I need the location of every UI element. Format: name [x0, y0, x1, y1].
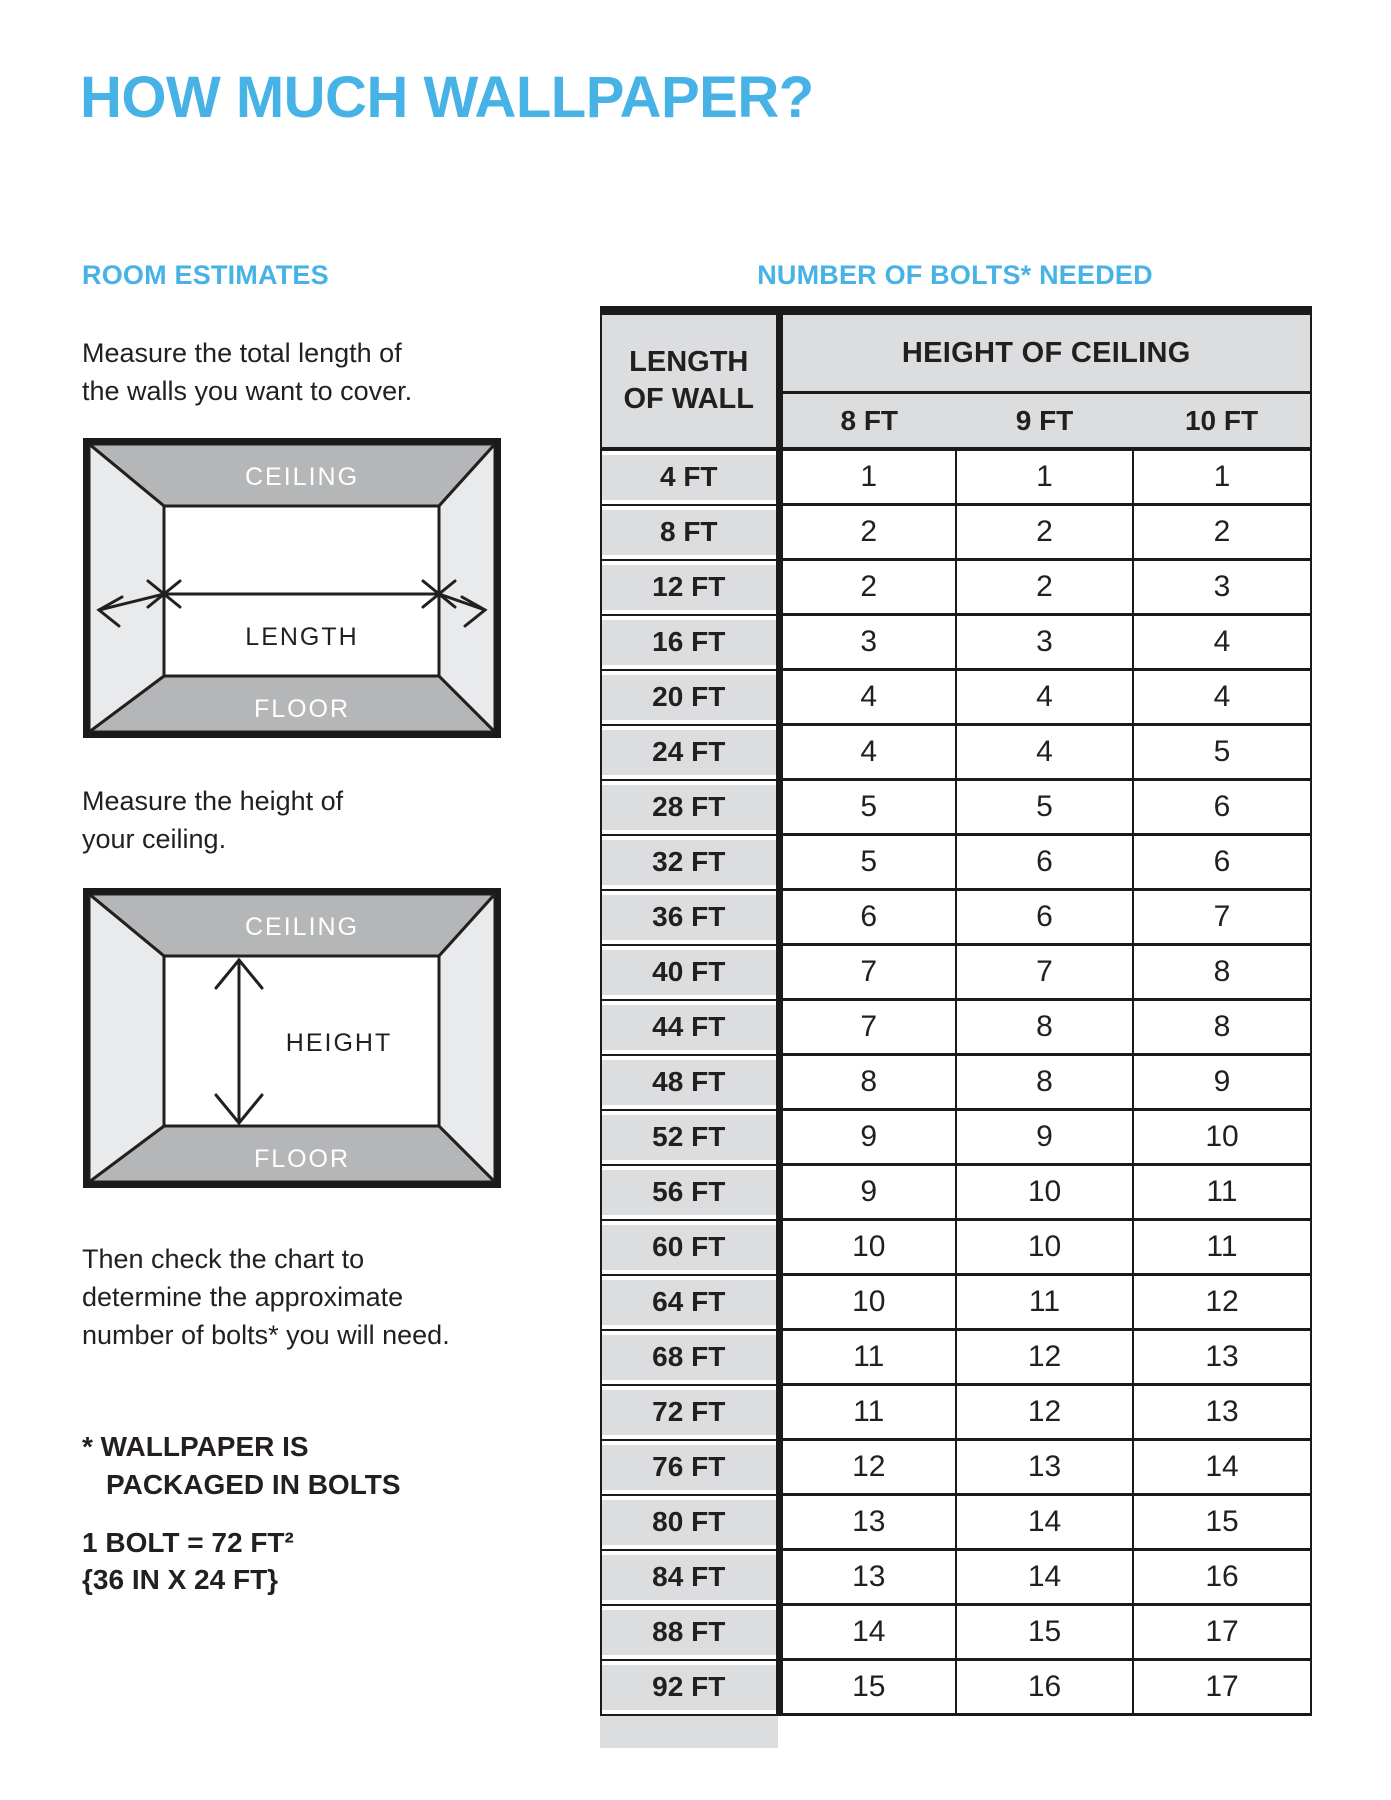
bolt-count-cell: 5	[956, 780, 1133, 835]
bolt-count-cell: 4	[1133, 670, 1311, 725]
col-header-9ft: 9 FT	[956, 393, 1133, 450]
bolt-count-cell: 10	[779, 1220, 956, 1275]
bolt-count-cell: 8	[956, 1055, 1133, 1110]
bolt-count-cell: 2	[779, 560, 956, 615]
bolt-count-cell: 6	[1133, 835, 1311, 890]
col-header-10ft: 10 FT	[1133, 393, 1311, 450]
table-row	[601, 1550, 1311, 1605]
wall-length-cell: 76 FT	[601, 1440, 779, 1495]
bolts-table	[600, 306, 1312, 1716]
bolt-count-cell: 9	[956, 1110, 1133, 1165]
bolt-count-cell: 7	[1133, 890, 1311, 945]
bolt-count-cell: 15	[779, 1660, 956, 1715]
bolt-count-cell: 6	[956, 835, 1133, 890]
bolt-count-cell: 3	[956, 615, 1133, 670]
bolt-count-cell: 12	[956, 1385, 1133, 1440]
bolts-table-body	[601, 449, 1311, 1715]
bolt-count-cell: 11	[956, 1275, 1133, 1330]
bolt-count-cell: 5	[779, 780, 956, 835]
bolt-count-cell: 11	[779, 1385, 956, 1440]
room-height-diagram	[83, 888, 501, 1188]
table-row	[601, 1275, 1311, 1330]
floor-label: FLOOR	[253, 695, 351, 723]
bolts-table-heading: NUMBER OF BOLTS* NEEDED	[757, 260, 1153, 290]
bolt-count-cell: 7	[779, 1000, 956, 1055]
table-row	[601, 725, 1311, 780]
bolt-count-cell: 1	[956, 449, 1133, 505]
table-row	[601, 780, 1311, 835]
bolt-count-cell: 7	[956, 945, 1133, 1000]
bolt-count-cell: 9	[779, 1110, 956, 1165]
group-header-height-of-ceiling: HEIGHT OF CEILING	[779, 311, 1311, 393]
bolt-count-cell: 15	[1133, 1495, 1311, 1550]
instruction-line: Measure the height of	[82, 786, 344, 816]
instruction-line: determine the approximate	[82, 1282, 404, 1312]
wall-length-cell: 92 FT	[601, 1660, 779, 1715]
wallpaper-bolts-footnote	[82, 1428, 401, 1504]
table-row	[601, 835, 1311, 890]
table-row	[601, 1110, 1311, 1165]
bolt-size-line: {36 IN X 24 FT}	[82, 1564, 279, 1595]
bolt-count-cell: 8	[1133, 1000, 1311, 1055]
length-label: LENGTH	[245, 623, 359, 651]
wall-length-cell: 60 FT	[601, 1220, 779, 1275]
table-row	[601, 1385, 1311, 1440]
table-row	[601, 449, 1311, 505]
wall-length-cell: 64 FT	[601, 1275, 779, 1330]
bolt-count-cell: 16	[956, 1660, 1133, 1715]
bolt-count-cell: 5	[779, 835, 956, 890]
table-row	[601, 1605, 1311, 1660]
table-row	[601, 670, 1311, 725]
wall-length-cell: 44 FT	[601, 1000, 779, 1055]
bolt-count-cell: 14	[956, 1495, 1133, 1550]
page-title: HOW MUCH WALLPAPER?	[80, 65, 814, 130]
bolt-size-line: 1 BOLT = 72 FT²	[82, 1527, 294, 1558]
table-row	[601, 1055, 1311, 1110]
instruction-step-3	[82, 1240, 450, 1354]
table-row	[601, 1495, 1311, 1550]
corner-header-length-of-wall	[601, 311, 779, 450]
col-header-8ft: 8 FT	[779, 393, 956, 450]
table-row	[601, 1165, 1311, 1220]
instruction-line: your ceiling.	[82, 824, 227, 854]
instruction-line: Measure the total length of	[82, 338, 402, 368]
ceiling-label: CEILING	[244, 913, 360, 941]
bolt-count-cell: 13	[1133, 1385, 1311, 1440]
bolt-count-cell: 1	[779, 449, 956, 505]
bolt-size-info	[82, 1524, 294, 1598]
table-row	[601, 615, 1311, 670]
bolt-count-cell: 2	[956, 505, 1133, 560]
bolt-count-cell: 10	[1133, 1110, 1311, 1165]
bolt-count-cell: 8	[956, 1000, 1133, 1055]
bolt-count-cell: 1	[1133, 449, 1311, 505]
table-row	[601, 505, 1311, 560]
instruction-line: Then check the chart to	[82, 1244, 365, 1274]
bolt-count-cell: 8	[779, 1055, 956, 1110]
bolt-count-cell: 6	[779, 890, 956, 945]
wall-length-cell: 88 FT	[601, 1605, 779, 1660]
bolt-count-cell: 2	[779, 505, 956, 560]
bolt-count-cell: 6	[956, 890, 1133, 945]
bolt-count-cell: 7	[779, 945, 956, 1000]
bolt-count-cell: 10	[956, 1165, 1133, 1220]
footnote-line: PACKAGED IN BOLTS	[106, 1469, 401, 1500]
wall-length-cell: 36 FT	[601, 890, 779, 945]
wall-length-cell: 28 FT	[601, 780, 779, 835]
bolt-count-cell: 4	[779, 725, 956, 780]
bolt-count-cell: 12	[956, 1330, 1133, 1385]
bolt-count-cell: 9	[1133, 1055, 1311, 1110]
bolt-count-cell: 13	[779, 1495, 956, 1550]
wall-length-cell: 4 FT	[601, 449, 779, 505]
wall-length-cell: 56 FT	[601, 1165, 779, 1220]
bolt-count-cell: 17	[1133, 1660, 1311, 1715]
bolt-count-cell: 14	[779, 1605, 956, 1660]
room-length-diagram	[83, 438, 501, 738]
bolt-count-cell: 2	[1133, 505, 1311, 560]
bolt-count-cell: 16	[1133, 1550, 1311, 1605]
room-length-illustration	[89, 444, 495, 732]
wall-length-cell: 84 FT	[601, 1550, 779, 1605]
bolt-count-cell: 14	[956, 1550, 1133, 1605]
bolt-count-cell: 17	[1133, 1605, 1311, 1660]
wall-length-cell: 16 FT	[601, 615, 779, 670]
table-footer-stub	[600, 1716, 778, 1748]
bolt-count-cell: 15	[956, 1605, 1133, 1660]
table-row	[601, 560, 1311, 615]
ceiling-label: CEILING	[244, 463, 360, 491]
bolt-count-cell: 4	[956, 725, 1133, 780]
table-row	[601, 890, 1311, 945]
room-height-illustration	[89, 894, 495, 1182]
bolt-count-cell: 12	[1133, 1275, 1311, 1330]
instruction-line: number of bolts* you will need.	[82, 1320, 450, 1350]
wall-length-cell: 52 FT	[601, 1110, 779, 1165]
height-measure-arrow	[216, 960, 262, 1123]
table-row	[601, 1330, 1311, 1385]
wall-length-cell: 80 FT	[601, 1495, 779, 1550]
bolt-count-cell: 13	[1133, 1330, 1311, 1385]
bolt-count-cell: 5	[1133, 725, 1311, 780]
bolt-count-cell: 14	[1133, 1440, 1311, 1495]
instruction-step-2	[82, 782, 343, 858]
bolt-count-cell: 13	[956, 1440, 1133, 1495]
floor-label: FLOOR	[253, 1145, 351, 1173]
instruction-line: the walls you want to cover.	[82, 376, 413, 406]
bolt-count-cell: 4	[956, 670, 1133, 725]
corner-header-line: OF WALL	[623, 383, 754, 415]
height-label: HEIGHT	[285, 1029, 393, 1057]
bolt-count-cell: 4	[779, 670, 956, 725]
table-row	[601, 1660, 1311, 1715]
room-estimates-heading: ROOM ESTIMATES	[82, 260, 329, 290]
bolt-count-cell: 4	[1133, 615, 1311, 670]
table-row	[601, 945, 1311, 1000]
wall-length-cell: 40 FT	[601, 945, 779, 1000]
footnote-line: * WALLPAPER IS	[82, 1431, 309, 1462]
corner-header-line: LENGTH	[629, 346, 749, 378]
wall-length-cell: 72 FT	[601, 1385, 779, 1440]
bolt-count-cell: 11	[779, 1330, 956, 1385]
table-row	[601, 1220, 1311, 1275]
wall-length-cell: 48 FT	[601, 1055, 779, 1110]
bolt-count-cell: 6	[1133, 780, 1311, 835]
bolt-count-cell: 11	[1133, 1165, 1311, 1220]
instruction-step-1	[82, 334, 412, 410]
bolt-count-cell: 13	[779, 1550, 956, 1605]
bolt-count-cell: 10	[779, 1275, 956, 1330]
wall-length-cell: 24 FT	[601, 725, 779, 780]
table-row	[601, 1440, 1311, 1495]
bolt-count-cell: 3	[779, 615, 956, 670]
wall-length-cell: 12 FT	[601, 560, 779, 615]
bolt-count-cell: 3	[1133, 560, 1311, 615]
wall-length-cell: 68 FT	[601, 1330, 779, 1385]
bolts-table-section	[600, 260, 1310, 1748]
wall-length-cell: 20 FT	[601, 670, 779, 725]
bolt-count-cell: 2	[956, 560, 1133, 615]
bolt-count-cell: 8	[1133, 945, 1311, 1000]
wall-length-cell: 8 FT	[601, 505, 779, 560]
bolt-count-cell: 9	[779, 1165, 956, 1220]
wall-length-cell: 32 FT	[601, 835, 779, 890]
bolt-count-cell: 11	[1133, 1220, 1311, 1275]
bolt-count-cell: 10	[956, 1220, 1133, 1275]
table-row	[601, 1000, 1311, 1055]
bolt-count-cell: 12	[779, 1440, 956, 1495]
